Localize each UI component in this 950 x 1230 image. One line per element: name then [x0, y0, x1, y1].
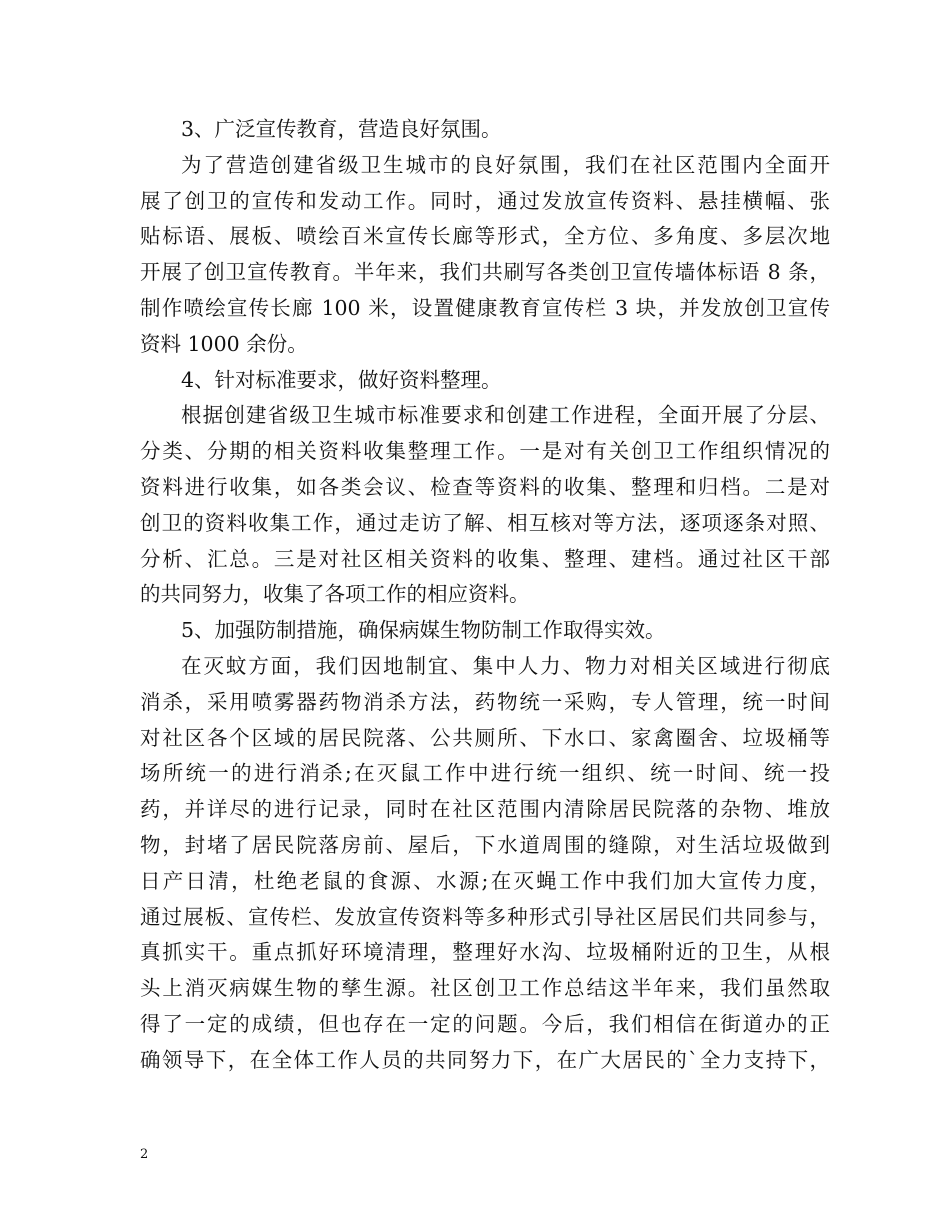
paragraph-line: 确领导下，在全体工作人员的共同努力下，在广大居民的`全力支持下， [140, 1047, 830, 1072]
section-heading-4: 4、针对标准要求，做好资料整理。 [181, 367, 502, 392]
paragraph-line: 创卫的资料收集工作，通过走访了解、相互核对等方法，逐项逐条对照、 [140, 510, 830, 535]
paragraph-line: 分类、分期的相关资料收集整理工作。一是对有关创卫工作组织情况的 [140, 439, 830, 464]
paragraph-line: 贴标语、展板、喷绘百米宣传长廊等形式，全方位、多角度、多层次地 [140, 224, 830, 249]
paragraph-line: 开展了创卫宣传教育。半年来，我们共刷写各类创卫宣传墙体标语 8 条， [140, 260, 830, 285]
paragraph-line: 分析、汇总。三是对社区相关资料的收集、整理、建档。通过社区干部 [140, 546, 830, 571]
document-body [140, 112, 830, 1079]
paragraph-line: 药，并详尽的进行记录，同时在社区范围内清除居民院落的杂物、堆放 [140, 797, 830, 822]
paragraph-line: 资料 1000 余份。 [140, 331, 308, 356]
paragraph-line: 真抓实干。重点抓好环境清理，整理好水沟、垃圾桶附近的卫生，从根 [140, 940, 830, 965]
paragraph-line: 根据创建省级卫生城市标准要求和创建工作进程，全面开展了分层、 [181, 403, 830, 428]
paragraph-line: 制作喷绘宣传长廊 100 米，设置健康教育宣传栏 3 块，并发放创卫宣传 [140, 295, 830, 320]
paragraph-line: 日产日清，杜绝老鼠的食源、水源;在灭蝇工作中我们加大宣传力度， [140, 868, 830, 893]
page-number: 2 [140, 1147, 149, 1162]
paragraph-line: 在灭蚊方面，我们因地制宜、集中人力、物力对相关区域进行彻底 [181, 653, 830, 678]
section-heading-3: 3、广泛宣传教育，营造良好氛围。 [181, 117, 502, 141]
paragraph-line: 为了营造创建省级卫生城市的良好氛围，我们在社区范围内全面开 [181, 152, 830, 177]
paragraph-line: 通过展板、宣传栏、发放宣传资料等多种形式引导社区居民们共同参与， [140, 904, 830, 929]
paragraph-line: 得了一定的成绩，但也存在一定的问题。今后，我们相信在街道办的正 [140, 1011, 830, 1036]
paragraph-line: 头上消灭病媒生物的孳生源。社区创卫工作总结这半年来，我们虽然取 [140, 976, 830, 1001]
paragraph-line: 消杀，采用喷雾器药物消杀方法，药物统一采购，专人管理，统一时间 [140, 689, 830, 714]
section-heading-5: 5、加强防制措施，确保病媒生物防制工作取得实效。 [181, 618, 666, 643]
paragraph-line: 的共同努力，收集了各项工作的相应资料。 [140, 582, 530, 607]
paragraph-line: 物，封堵了居民院落房前、屋后，下水道周围的缝隙，对生活垃圾做到 [140, 832, 830, 857]
paragraph-line: 资料进行收集，如各类会议、检查等资料的收集、整理和归档。二是对 [140, 474, 830, 499]
paragraph-line: 展了创卫的宣传和发动工作。同时，通过发放宣传资料、悬挂横幅、张 [140, 188, 830, 213]
paragraph-line: 场所统一的进行消杀;在灭鼠工作中进行统一组织、统一时间、统一投 [140, 761, 830, 786]
paragraph-line: 对社区各个区域的居民院落、公共厕所、下水口、家禽圈舍、垃圾桶等 [140, 725, 830, 750]
